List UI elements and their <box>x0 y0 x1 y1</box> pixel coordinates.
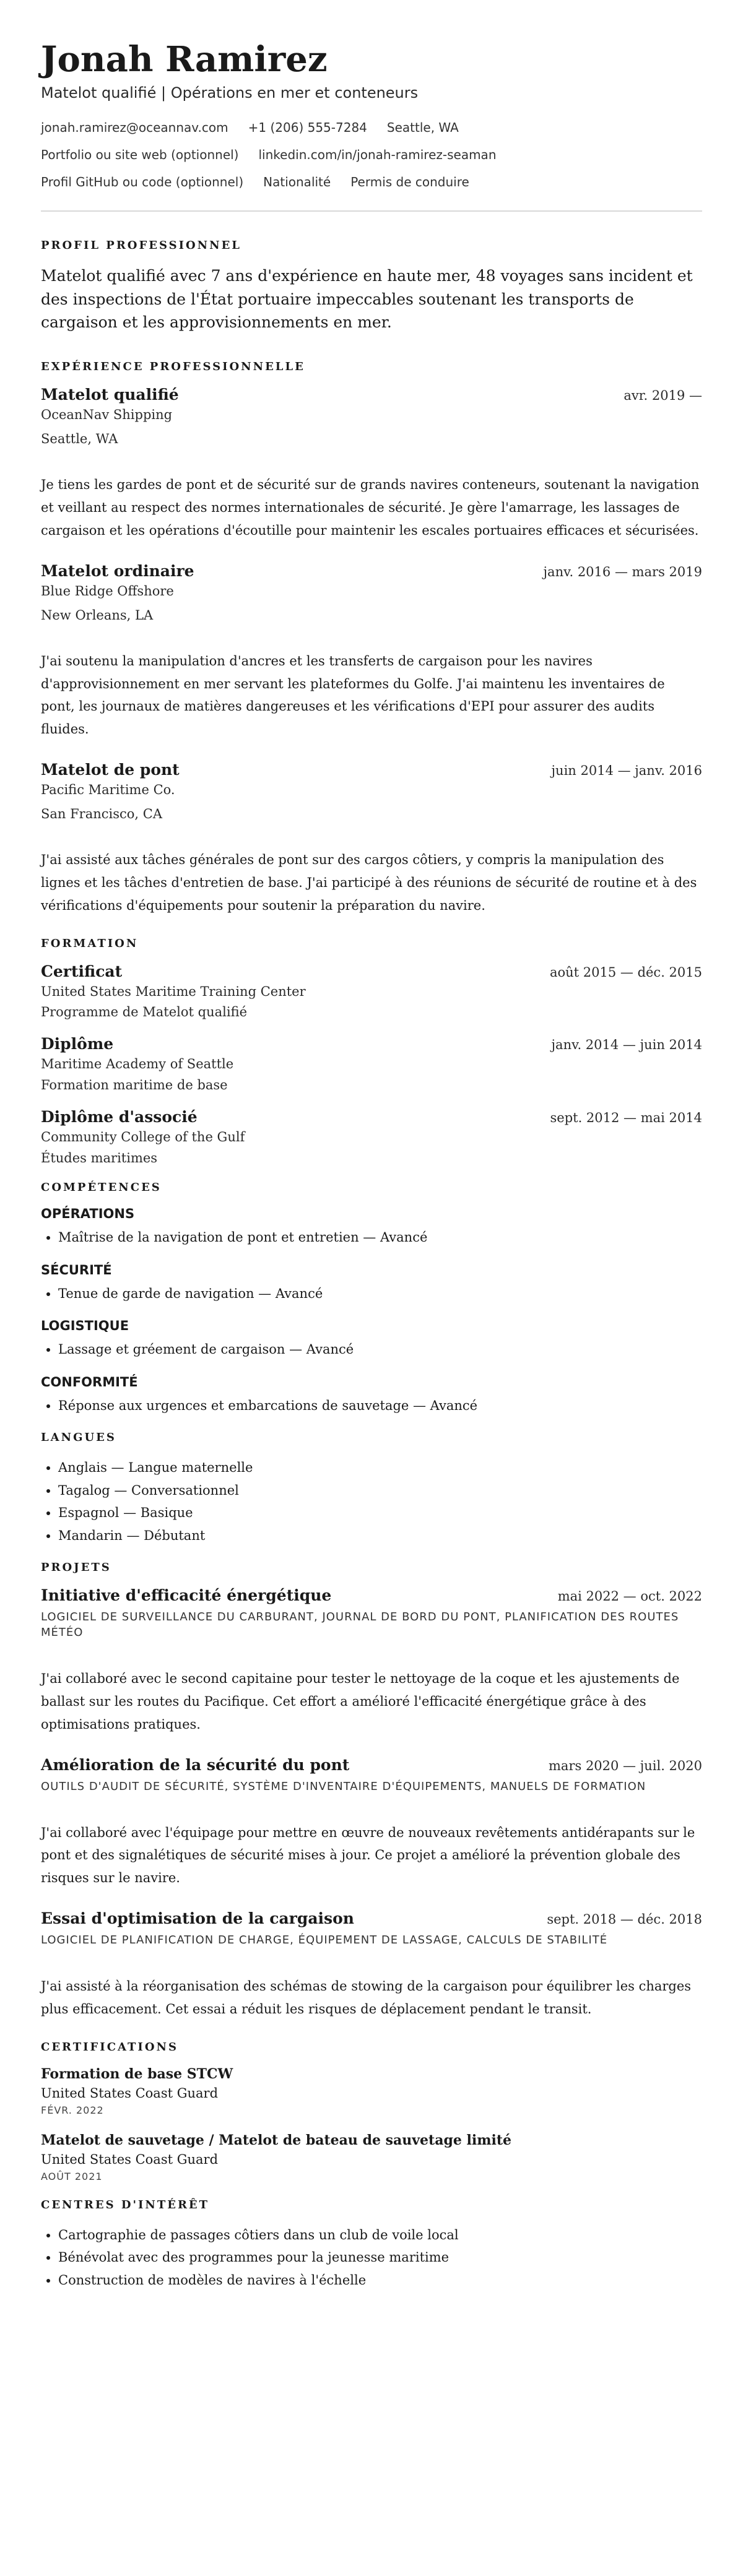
experience-entry <box>41 761 702 917</box>
degree-title: Diplôme <box>41 1035 114 1053</box>
job-description: J'ai soutenu la manipulation d'ancres et les transferts de cargaison pour les navires d'approvisionnement en mer servant les plateformes du Golfe. J'ai maintenu les inventaires de pont, les journaux de matières dangereuses et les vérifications d'EPI pour assurer des audits fluides. <box>41 653 665 737</box>
job-date: avr. 2019 — <box>624 387 702 403</box>
contact-phone[interactable]: +1 (206) 555-7284 <box>248 120 367 136</box>
project-description: J'ai collaboré avec l'équipage pour mettre en œuvre de nouveaux revêtements antidérapants sur le pont et des signalétiques de sécurité mises à jour. Ce projet a amélioré la prévention globale des risques sur le navire. <box>41 1825 695 1886</box>
skill-list <box>41 1394 702 1417</box>
interest-item: • Bénévolat avec des programmes pour la jeunesse maritime <box>58 2246 702 2269</box>
candidate-subtitle: Matelot qualifié | Opérations en mer et conteneurs <box>41 84 419 102</box>
language-list <box>41 1456 702 1547</box>
language-item: • Mandarin — Débutant <box>58 1524 702 1547</box>
summary-section <box>41 239 702 334</box>
degree-field: Études maritimes <box>41 1150 158 1165</box>
skill-group-title: CONFORMITÉ <box>41 1375 138 1390</box>
job-title: Matelot ordinaire <box>41 561 194 580</box>
skill-group-title: LOGISTIQUE <box>41 1318 129 1334</box>
job-location: Seattle, WA <box>41 431 118 447</box>
interest-item: • Construction de modèles de navires à l'échelle <box>58 2269 702 2292</box>
project-title: Essai d'optimisation de la cargaison <box>41 1909 354 1927</box>
job-location: New Orleans, LA <box>41 607 154 623</box>
degree-field: Programme de Matelot qualifié <box>41 1004 248 1019</box>
resume-header <box>41 40 702 189</box>
language-item: • Tagalog — Conversationnel <box>58 1479 702 1502</box>
project-description: J'ai assisté à la réorganisation des schémas de stowing de la cargaison pour équilibrer les charges plus efficacement. Cet essai a réduit les risques de déplacement pendant le transit. <box>41 1979 692 2016</box>
job-title: Matelot de pont <box>41 760 180 779</box>
job-company: OceanNav Shipping <box>41 407 173 422</box>
summary-text: Matelot qualifié avec 7 ans d'expérience en haute mer, 48 voyages sans incident et des inspections de l'État portuaire impeccables soutenant les transports de cargaison et les approvisionnements en mer. <box>41 267 693 332</box>
project-description: J'ai collaboré avec le second capitaine pour tester le nettoyage de la coque et les ajustements de ballast sur les routes du Pacifique. Cet effort a amélioré l'efficacité énergétique grâce à des optimisations pratiques. <box>41 1671 680 1732</box>
contact-portfolio[interactable]: Portfolio ou site web (optionnel) <box>41 147 239 163</box>
project-tech: OUTILS D'AUDIT DE SÉCURITÉ, SYSTÈME D'INVENTAIRE D'ÉQUIPEMENTS, MANUELS DE FORMATION <box>41 1779 646 1793</box>
project-tech: LOGICIEL DE PLANIFICATION DE CHARGE, ÉQUIPEMENT DE LASSAGE, CALCULS DE STABILITÉ <box>41 1933 608 1947</box>
projects-section <box>41 1561 702 2021</box>
skill-item: • Maîtrise de la navigation de pont et entretien — Avancé <box>58 1226 702 1249</box>
job-description: Je tiens les gardes de pont et de sécurité sur de grands navires conteneurs, soutenant la navigation et veillant au respect des normes internationales de sécurité. Je gère l'amarrage, les lassages de cargaison et les opérations d'écoutille pour maintenir les escales portuaires efficaces et sécurisées. <box>41 477 700 538</box>
skill-item: • Lassage et gréement de cargaison — Avancé <box>58 1338 702 1361</box>
job-description: J'ai assisté aux tâches générales de pont sur des cargos côtiers, y compris la manipulation des lignes et les tâches d'entretien de base. J'ai participé à des réunions de sécurité de routine et à des vérifications d'équipements pour soutenir la préparation du navire. <box>41 852 697 913</box>
contact-license: Permis de conduire <box>350 175 469 190</box>
section-title: LANGUES <box>41 1430 116 1444</box>
degree-date: janv. 2014 — juin 2014 <box>551 1037 702 1053</box>
section-title: PROFIL PROFESSIONNEL <box>41 239 241 253</box>
languages-section <box>41 1431 702 1547</box>
degree-title: Certificat <box>41 962 123 980</box>
job-date: janv. 2016 — mars 2019 <box>543 564 702 579</box>
education-entry <box>41 1108 702 1167</box>
skill-list <box>41 1282 702 1305</box>
certification-date: AOÛT 2021 <box>41 2170 103 2182</box>
language-item: • Espagnol — Basique <box>58 1502 702 1524</box>
contact-linkedin[interactable]: linkedin.com/in/jonah-ramirez-seaman <box>258 147 497 163</box>
certification-entry <box>41 2066 702 2116</box>
skill-item: • Tenue de garde de navigation — Avancé <box>58 1282 702 1305</box>
section-title: COMPÉTENCES <box>41 1180 162 1194</box>
project-entry <box>41 1756 702 1890</box>
job-company: Pacific Maritime Co. <box>41 782 175 797</box>
experience-section <box>41 360 702 917</box>
education-entry <box>41 1035 702 1094</box>
school-name: United States Maritime Training Center <box>41 983 306 999</box>
skill-list <box>41 1226 702 1249</box>
job-location: San Francisco, CA <box>41 806 163 822</box>
section-title: EXPÉRIENCE PROFESSIONNELLE <box>41 360 305 373</box>
project-title: Amélioration de la sécurité du pont <box>41 1755 350 1774</box>
education-entry <box>41 962 702 1022</box>
job-company: Blue Ridge Offshore <box>41 583 174 599</box>
project-entry <box>41 1586 702 1736</box>
job-title: Matelot qualifié <box>41 385 179 404</box>
certifications-section <box>41 2041 702 2182</box>
section-title: CENTRES D'INTÉRÊT <box>41 2198 210 2211</box>
project-entry <box>41 1909 702 2021</box>
experience-entry <box>41 386 702 542</box>
language-item: • Anglais — Langue maternelle <box>58 1456 702 1479</box>
contact-row-3 <box>41 175 702 189</box>
section-title: PROJETS <box>41 1560 111 1574</box>
project-date: sept. 2018 — déc. 2018 <box>547 1911 702 1927</box>
certification-name: Matelot de sauvetage / Matelot de bateau de sauvetage limité <box>41 2132 512 2148</box>
skill-group-title: SÉCURITÉ <box>41 1262 112 1277</box>
candidate-name: Jonah Ramirez <box>41 39 328 80</box>
section-title: CERTIFICATIONS <box>41 2040 178 2054</box>
project-tech: LOGICIEL DE SURVEILLANCE DU CARBURANT, JOURNAL DE BORD DU PONT, PLANIFICATION DES ROUTES MÉTÉO <box>41 1610 679 1640</box>
resume-page <box>41 0 702 2330</box>
header-divider <box>41 210 702 212</box>
skill-item: • Réponse aux urgences et embarcations de sauvetage — Avancé <box>58 1394 702 1417</box>
skills-section <box>41 1181 702 1417</box>
interests-section <box>41 2198 702 2292</box>
school-name: Community College of the Gulf <box>41 1130 245 1145</box>
contact-location: Seattle, WA <box>386 120 459 136</box>
skill-group-title: OPÉRATIONS <box>41 1206 135 1221</box>
certification-issuer: United States Coast Guard <box>41 2151 219 2167</box>
contact-email[interactable]: jonah.ramirez@oceannav.com <box>41 120 228 136</box>
interest-item: • Cartographie de passages côtiers dans un club de voile local <box>58 2224 702 2247</box>
contact-row-1 <box>41 120 702 135</box>
certification-entry <box>41 2132 702 2182</box>
contact-github[interactable]: Profil GitHub ou code (optionnel) <box>41 175 244 190</box>
project-date: mars 2020 — juil. 2020 <box>549 1758 702 1773</box>
contact-row-2 <box>41 147 702 162</box>
degree-title: Diplôme d'associé <box>41 1108 198 1126</box>
skill-list <box>41 1338 702 1361</box>
interest-list <box>41 2224 702 2292</box>
experience-entry <box>41 562 702 741</box>
degree-field: Formation maritime de base <box>41 1077 228 1092</box>
contact-nationality: Nationalité <box>263 175 331 190</box>
certification-issuer: United States Coast Guard <box>41 2085 219 2101</box>
degree-date: août 2015 — déc. 2015 <box>549 964 702 980</box>
education-section <box>41 937 702 1167</box>
certification-name: Formation de base STCW <box>41 2065 233 2082</box>
degree-date: sept. 2012 — mai 2014 <box>550 1110 702 1126</box>
certification-date: FÉVR. 2022 <box>41 2104 104 2116</box>
school-name: Maritime Academy of Seattle <box>41 1057 234 1072</box>
section-title: FORMATION <box>41 936 139 950</box>
project-title: Initiative d'efficacité énergétique <box>41 1586 332 1604</box>
project-date: mai 2022 — oct. 2022 <box>557 1588 702 1604</box>
job-date: juin 2014 — janv. 2016 <box>551 763 702 778</box>
